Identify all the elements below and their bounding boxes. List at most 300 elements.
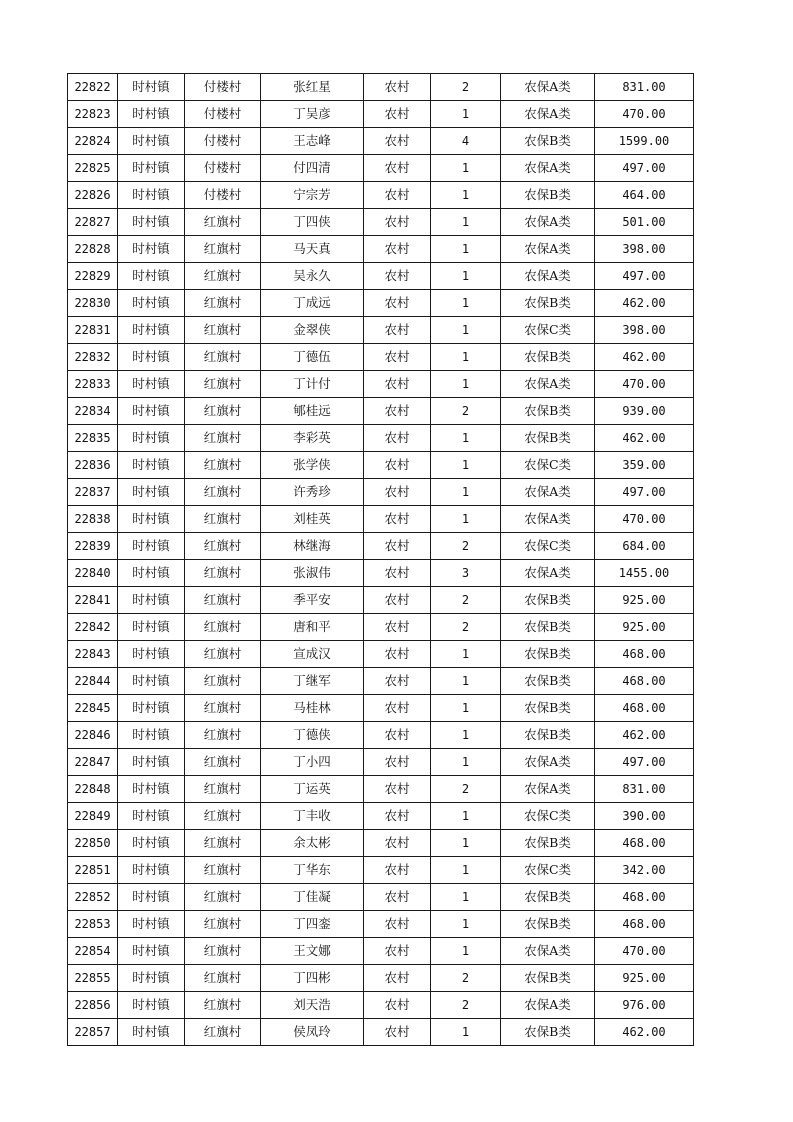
- village-cell: 红旗村: [185, 479, 261, 506]
- amount-cell: 390.00: [595, 803, 694, 830]
- name-cell: 丁四彬: [261, 965, 364, 992]
- member-count-cell: 1: [431, 911, 501, 938]
- table-row: [68, 506, 694, 533]
- beneficiary-table: [67, 73, 694, 1046]
- name-cell: 王文娜: [261, 938, 364, 965]
- table-row: [68, 965, 694, 992]
- name-cell: 丁佳凝: [261, 884, 364, 911]
- household-type-cell: 农村: [364, 479, 431, 506]
- township-cell: 时村镇: [118, 371, 185, 398]
- insurance-category-cell: 农保B类: [501, 128, 595, 155]
- name-cell: 刘天浩: [261, 992, 364, 1019]
- record-number-cell: 22855: [68, 965, 118, 992]
- table-row: [68, 722, 694, 749]
- amount-cell: 468.00: [595, 668, 694, 695]
- township-cell: 时村镇: [118, 506, 185, 533]
- table-row: [68, 641, 694, 668]
- village-cell: 红旗村: [185, 425, 261, 452]
- insurance-category-cell: 农保B类: [501, 911, 595, 938]
- amount-cell: 470.00: [595, 101, 694, 128]
- record-number-cell: 22824: [68, 128, 118, 155]
- village-cell: 红旗村: [185, 1019, 261, 1046]
- household-type-cell: 农村: [364, 668, 431, 695]
- insurance-category-cell: 农保C类: [501, 533, 595, 560]
- record-number-cell: 22829: [68, 263, 118, 290]
- insurance-category-cell: 农保B类: [501, 884, 595, 911]
- village-cell: 付楼村: [185, 101, 261, 128]
- name-cell: 余太彬: [261, 830, 364, 857]
- name-cell: 宁宗芳: [261, 182, 364, 209]
- name-cell: 张红星: [261, 74, 364, 101]
- name-cell: 马天真: [261, 236, 364, 263]
- village-cell: 红旗村: [185, 668, 261, 695]
- amount-cell: 468.00: [595, 830, 694, 857]
- amount-cell: 976.00: [595, 992, 694, 1019]
- township-cell: 时村镇: [118, 182, 185, 209]
- record-number-cell: 22834: [68, 398, 118, 425]
- record-number-cell: 22827: [68, 209, 118, 236]
- table-row: [68, 749, 694, 776]
- name-cell: 丁四侠: [261, 209, 364, 236]
- amount-cell: 470.00: [595, 938, 694, 965]
- township-cell: 时村镇: [118, 452, 185, 479]
- table-row: [68, 344, 694, 371]
- amount-cell: 497.00: [595, 263, 694, 290]
- household-type-cell: 农村: [364, 749, 431, 776]
- amount-cell: 684.00: [595, 533, 694, 560]
- household-type-cell: 农村: [364, 452, 431, 479]
- table-row: [68, 236, 694, 263]
- household-type-cell: 农村: [364, 371, 431, 398]
- name-cell: 丁运英: [261, 776, 364, 803]
- household-type-cell: 农村: [364, 344, 431, 371]
- household-type-cell: 农村: [364, 263, 431, 290]
- record-number-cell: 22850: [68, 830, 118, 857]
- table-row: [68, 479, 694, 506]
- township-cell: 时村镇: [118, 1019, 185, 1046]
- member-count-cell: 1: [431, 236, 501, 263]
- record-number-cell: 22845: [68, 695, 118, 722]
- member-count-cell: 1: [431, 938, 501, 965]
- amount-cell: 359.00: [595, 452, 694, 479]
- household-type-cell: 农村: [364, 695, 431, 722]
- name-cell: 宣成汉: [261, 641, 364, 668]
- insurance-category-cell: 农保B类: [501, 695, 595, 722]
- record-number-cell: 22833: [68, 371, 118, 398]
- amount-cell: 497.00: [595, 749, 694, 776]
- insurance-category-cell: 农保B类: [501, 641, 595, 668]
- township-cell: 时村镇: [118, 695, 185, 722]
- amount-cell: 462.00: [595, 1019, 694, 1046]
- township-cell: 时村镇: [118, 722, 185, 749]
- insurance-category-cell: 农保B类: [501, 614, 595, 641]
- village-cell: 红旗村: [185, 641, 261, 668]
- village-cell: 红旗村: [185, 236, 261, 263]
- village-cell: 红旗村: [185, 722, 261, 749]
- table-row: [68, 101, 694, 128]
- insurance-category-cell: 农保B类: [501, 425, 595, 452]
- member-count-cell: 1: [431, 668, 501, 695]
- amount-cell: 468.00: [595, 695, 694, 722]
- table-row: [68, 911, 694, 938]
- amount-cell: 925.00: [595, 614, 694, 641]
- village-cell: 红旗村: [185, 533, 261, 560]
- amount-cell: 1455.00: [595, 560, 694, 587]
- insurance-category-cell: 农保A类: [501, 506, 595, 533]
- table-row: [68, 155, 694, 182]
- insurance-category-cell: 农保B类: [501, 1019, 595, 1046]
- record-number-cell: 22844: [68, 668, 118, 695]
- township-cell: 时村镇: [118, 128, 185, 155]
- member-count-cell: 1: [431, 371, 501, 398]
- member-count-cell: 1: [431, 749, 501, 776]
- member-count-cell: 1: [431, 290, 501, 317]
- insurance-category-cell: 农保B类: [501, 344, 595, 371]
- name-cell: 李彩英: [261, 425, 364, 452]
- name-cell: 刘桂英: [261, 506, 364, 533]
- village-cell: 红旗村: [185, 992, 261, 1019]
- village-cell: 红旗村: [185, 911, 261, 938]
- village-cell: 红旗村: [185, 371, 261, 398]
- member-count-cell: 4: [431, 128, 501, 155]
- amount-cell: 398.00: [595, 317, 694, 344]
- insurance-category-cell: 农保B类: [501, 722, 595, 749]
- member-count-cell: 1: [431, 857, 501, 884]
- table-row: [68, 209, 694, 236]
- township-cell: 时村镇: [118, 938, 185, 965]
- name-cell: 丁成远: [261, 290, 364, 317]
- insurance-category-cell: 农保A类: [501, 263, 595, 290]
- village-cell: 付楼村: [185, 128, 261, 155]
- table-row: [68, 533, 694, 560]
- household-type-cell: 农村: [364, 857, 431, 884]
- table-row: [68, 803, 694, 830]
- township-cell: 时村镇: [118, 398, 185, 425]
- table-body: [68, 74, 694, 1046]
- name-cell: 唐和平: [261, 614, 364, 641]
- table-row: [68, 182, 694, 209]
- household-type-cell: 农村: [364, 803, 431, 830]
- record-number-cell: 22828: [68, 236, 118, 263]
- record-number-cell: 22857: [68, 1019, 118, 1046]
- village-cell: 红旗村: [185, 317, 261, 344]
- member-count-cell: 2: [431, 614, 501, 641]
- member-count-cell: 1: [431, 884, 501, 911]
- record-number-cell: 22822: [68, 74, 118, 101]
- name-cell: 丁德伍: [261, 344, 364, 371]
- amount-cell: 398.00: [595, 236, 694, 263]
- amount-cell: 497.00: [595, 479, 694, 506]
- township-cell: 时村镇: [118, 884, 185, 911]
- insurance-category-cell: 农保B类: [501, 290, 595, 317]
- member-count-cell: 2: [431, 965, 501, 992]
- table-row: [68, 371, 694, 398]
- table-row: [68, 884, 694, 911]
- member-count-cell: 1: [431, 344, 501, 371]
- member-count-cell: 2: [431, 398, 501, 425]
- household-type-cell: 农村: [364, 182, 431, 209]
- household-type-cell: 农村: [364, 533, 431, 560]
- table-row: [68, 857, 694, 884]
- township-cell: 时村镇: [118, 155, 185, 182]
- name-cell: 林继海: [261, 533, 364, 560]
- table-row: [68, 425, 694, 452]
- village-cell: 红旗村: [185, 452, 261, 479]
- township-cell: 时村镇: [118, 965, 185, 992]
- record-number-cell: 22852: [68, 884, 118, 911]
- village-cell: 红旗村: [185, 830, 261, 857]
- amount-cell: 470.00: [595, 371, 694, 398]
- township-cell: 时村镇: [118, 290, 185, 317]
- table-row: [68, 74, 694, 101]
- household-type-cell: 农村: [364, 614, 431, 641]
- insurance-category-cell: 农保A类: [501, 74, 595, 101]
- household-type-cell: 农村: [364, 425, 431, 452]
- table-row: [68, 452, 694, 479]
- amount-cell: 925.00: [595, 965, 694, 992]
- record-number-cell: 22830: [68, 290, 118, 317]
- record-number-cell: 22835: [68, 425, 118, 452]
- insurance-category-cell: 农保A类: [501, 209, 595, 236]
- household-type-cell: 农村: [364, 236, 431, 263]
- name-cell: 丁计付: [261, 371, 364, 398]
- insurance-category-cell: 农保C类: [501, 857, 595, 884]
- insurance-category-cell: 农保C类: [501, 452, 595, 479]
- record-number-cell: 22843: [68, 641, 118, 668]
- name-cell: 丁德侠: [261, 722, 364, 749]
- amount-cell: 468.00: [595, 884, 694, 911]
- insurance-category-cell: 农保C类: [501, 317, 595, 344]
- table-row: [68, 668, 694, 695]
- name-cell: 张淑伟: [261, 560, 364, 587]
- member-count-cell: 1: [431, 641, 501, 668]
- table-row: [68, 614, 694, 641]
- township-cell: 时村镇: [118, 911, 185, 938]
- township-cell: 时村镇: [118, 236, 185, 263]
- insurance-category-cell: 农保A类: [501, 371, 595, 398]
- amount-cell: 501.00: [595, 209, 694, 236]
- village-cell: 红旗村: [185, 749, 261, 776]
- insurance-category-cell: 农保A类: [501, 776, 595, 803]
- township-cell: 时村镇: [118, 668, 185, 695]
- record-number-cell: 22842: [68, 614, 118, 641]
- member-count-cell: 2: [431, 533, 501, 560]
- insurance-category-cell: 农保B类: [501, 182, 595, 209]
- name-cell: 吴永久: [261, 263, 364, 290]
- insurance-category-cell: 农保B类: [501, 587, 595, 614]
- township-cell: 时村镇: [118, 74, 185, 101]
- household-type-cell: 农村: [364, 992, 431, 1019]
- table-row: [68, 830, 694, 857]
- village-cell: 红旗村: [185, 776, 261, 803]
- village-cell: 红旗村: [185, 884, 261, 911]
- amount-cell: 1599.00: [595, 128, 694, 155]
- household-type-cell: 农村: [364, 911, 431, 938]
- table-row: [68, 587, 694, 614]
- household-type-cell: 农村: [364, 722, 431, 749]
- insurance-category-cell: 农保A类: [501, 560, 595, 587]
- township-cell: 时村镇: [118, 479, 185, 506]
- table-row: [68, 992, 694, 1019]
- township-cell: 时村镇: [118, 209, 185, 236]
- village-cell: 红旗村: [185, 857, 261, 884]
- household-type-cell: 农村: [364, 317, 431, 344]
- insurance-category-cell: 农保B类: [501, 830, 595, 857]
- member-count-cell: 1: [431, 803, 501, 830]
- member-count-cell: 1: [431, 830, 501, 857]
- township-cell: 时村镇: [118, 641, 185, 668]
- record-number-cell: 22841: [68, 587, 118, 614]
- township-cell: 时村镇: [118, 263, 185, 290]
- name-cell: 丁继军: [261, 668, 364, 695]
- record-number-cell: 22836: [68, 452, 118, 479]
- table-row: [68, 776, 694, 803]
- township-cell: 时村镇: [118, 560, 185, 587]
- member-count-cell: 2: [431, 992, 501, 1019]
- village-cell: 红旗村: [185, 614, 261, 641]
- member-count-cell: 1: [431, 722, 501, 749]
- household-type-cell: 农村: [364, 290, 431, 317]
- village-cell: 红旗村: [185, 695, 261, 722]
- household-type-cell: 农村: [364, 776, 431, 803]
- record-number-cell: 22826: [68, 182, 118, 209]
- member-count-cell: 1: [431, 317, 501, 344]
- village-cell: 红旗村: [185, 587, 261, 614]
- township-cell: 时村镇: [118, 587, 185, 614]
- amount-cell: 925.00: [595, 587, 694, 614]
- table-row: [68, 938, 694, 965]
- record-number-cell: 22847: [68, 749, 118, 776]
- household-type-cell: 农村: [364, 830, 431, 857]
- member-count-cell: 1: [431, 1019, 501, 1046]
- name-cell: 丁小四: [261, 749, 364, 776]
- amount-cell: 462.00: [595, 722, 694, 749]
- name-cell: 马桂林: [261, 695, 364, 722]
- member-count-cell: 1: [431, 425, 501, 452]
- table-row: [68, 695, 694, 722]
- record-number-cell: 22856: [68, 992, 118, 1019]
- name-cell: 丁华东: [261, 857, 364, 884]
- village-cell: 付楼村: [185, 155, 261, 182]
- township-cell: 时村镇: [118, 614, 185, 641]
- township-cell: 时村镇: [118, 776, 185, 803]
- household-type-cell: 农村: [364, 398, 431, 425]
- village-cell: 红旗村: [185, 803, 261, 830]
- household-type-cell: 农村: [364, 506, 431, 533]
- amount-cell: 497.00: [595, 155, 694, 182]
- record-number-cell: 22849: [68, 803, 118, 830]
- household-type-cell: 农村: [364, 938, 431, 965]
- village-cell: 红旗村: [185, 344, 261, 371]
- member-count-cell: 2: [431, 587, 501, 614]
- table-row: [68, 1019, 694, 1046]
- township-cell: 时村镇: [118, 101, 185, 128]
- record-number-cell: 22851: [68, 857, 118, 884]
- insurance-category-cell: 农保A类: [501, 749, 595, 776]
- amount-cell: 462.00: [595, 344, 694, 371]
- household-type-cell: 农村: [364, 128, 431, 155]
- insurance-category-cell: 农保A类: [501, 479, 595, 506]
- member-count-cell: 1: [431, 506, 501, 533]
- name-cell: 郇桂远: [261, 398, 364, 425]
- amount-cell: 462.00: [595, 290, 694, 317]
- insurance-category-cell: 农保A类: [501, 101, 595, 128]
- record-number-cell: 22832: [68, 344, 118, 371]
- village-cell: 红旗村: [185, 290, 261, 317]
- household-type-cell: 农村: [364, 965, 431, 992]
- name-cell: 金翠侠: [261, 317, 364, 344]
- name-cell: 季平安: [261, 587, 364, 614]
- insurance-category-cell: 农保A类: [501, 938, 595, 965]
- household-type-cell: 农村: [364, 884, 431, 911]
- insurance-category-cell: 农保B类: [501, 965, 595, 992]
- record-number-cell: 22840: [68, 560, 118, 587]
- name-cell: 王志峰: [261, 128, 364, 155]
- township-cell: 时村镇: [118, 533, 185, 560]
- village-cell: 红旗村: [185, 398, 261, 425]
- member-count-cell: 1: [431, 479, 501, 506]
- household-type-cell: 农村: [364, 101, 431, 128]
- insurance-category-cell: 农保C类: [501, 803, 595, 830]
- household-type-cell: 农村: [364, 587, 431, 614]
- insurance-category-cell: 农保A类: [501, 992, 595, 1019]
- record-number-cell: 22846: [68, 722, 118, 749]
- amount-cell: 831.00: [595, 776, 694, 803]
- member-count-cell: 1: [431, 452, 501, 479]
- village-cell: 红旗村: [185, 263, 261, 290]
- household-type-cell: 农村: [364, 560, 431, 587]
- record-number-cell: 22831: [68, 317, 118, 344]
- household-type-cell: 农村: [364, 209, 431, 236]
- record-number-cell: 22839: [68, 533, 118, 560]
- record-number-cell: 22825: [68, 155, 118, 182]
- township-cell: 时村镇: [118, 857, 185, 884]
- record-number-cell: 22853: [68, 911, 118, 938]
- name-cell: 侯凤玲: [261, 1019, 364, 1046]
- village-cell: 红旗村: [185, 560, 261, 587]
- insurance-category-cell: 农保A类: [501, 236, 595, 263]
- member-count-cell: 2: [431, 74, 501, 101]
- amount-cell: 464.00: [595, 182, 694, 209]
- table-row: [68, 317, 694, 344]
- table-row: [68, 128, 694, 155]
- name-cell: 张学侠: [261, 452, 364, 479]
- name-cell: 丁四銮: [261, 911, 364, 938]
- name-cell: 丁丰收: [261, 803, 364, 830]
- village-cell: 红旗村: [185, 506, 261, 533]
- insurance-category-cell: 农保B类: [501, 668, 595, 695]
- table-row: [68, 560, 694, 587]
- amount-cell: 462.00: [595, 425, 694, 452]
- name-cell: 付四清: [261, 155, 364, 182]
- township-cell: 时村镇: [118, 803, 185, 830]
- township-cell: 时村镇: [118, 344, 185, 371]
- amount-cell: 470.00: [595, 506, 694, 533]
- amount-cell: 831.00: [595, 74, 694, 101]
- member-count-cell: 1: [431, 155, 501, 182]
- township-cell: 时村镇: [118, 425, 185, 452]
- village-cell: 付楼村: [185, 182, 261, 209]
- amount-cell: 468.00: [595, 641, 694, 668]
- amount-cell: 468.00: [595, 911, 694, 938]
- amount-cell: 342.00: [595, 857, 694, 884]
- table-row: [68, 290, 694, 317]
- member-count-cell: 1: [431, 209, 501, 236]
- village-cell: 红旗村: [185, 938, 261, 965]
- record-number-cell: 22848: [68, 776, 118, 803]
- member-count-cell: 1: [431, 263, 501, 290]
- village-cell: 红旗村: [185, 965, 261, 992]
